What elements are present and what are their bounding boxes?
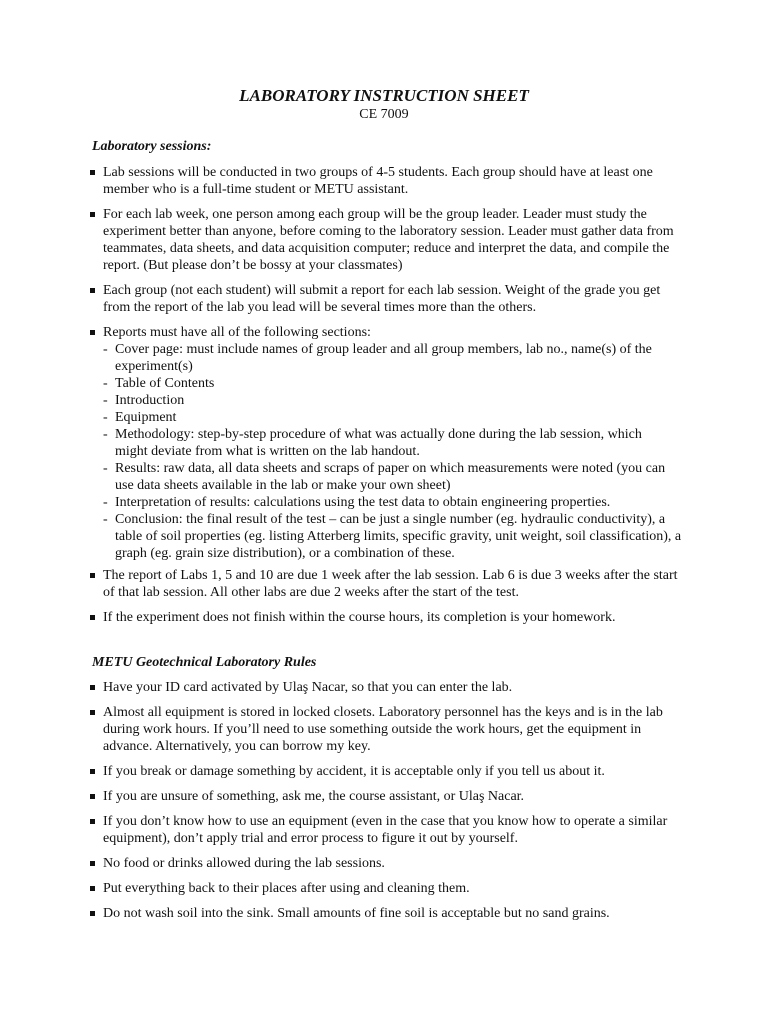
list-item	[90, 609, 703, 626]
bullet-icon	[90, 288, 95, 293]
list-item-text: If you break or damage something by accident, it is acceptable only if you tell us about it.	[103, 764, 605, 779]
list-item	[90, 788, 703, 805]
list-item	[90, 324, 682, 562]
sub-list-item-text: Table of Contents	[115, 376, 215, 391]
page-title: LABORATORY INSTRUCTION SHEET	[239, 86, 529, 105]
list-item-text: Each group (not each student) will submit a report for each lab session. Weight of the grade you get from the report of the lab you lead will be several times more than the others.	[103, 283, 661, 315]
sub-list-item: - Equipment	[103, 410, 177, 425]
list-item	[90, 880, 703, 897]
bullet-icon	[90, 886, 95, 891]
list-item-text: Put everything back to their places after using and cleaning them.	[103, 881, 470, 896]
sub-list-item: - Conclusion: the final result of the test – can be just a single number (eg. hydraulic conductivity), a table of soil properties (eg. listing Atterberg limits, specific gravity, unit weight, soil classification), a graph (eg. grain size distribution), or a combination of these.	[103, 512, 682, 561]
list-item-text: For each lab week, one person among each group will be the group leader. Leader must study the experiment better than anyone, before coming to the laboratory session. Leader must gather data from teammates, data sheets, and data acquisition computer; reduce and interpret the data, and compile the report. (But please don’t be bossy at your classmates)	[103, 207, 674, 273]
list-item-text: Lab sessions will be conducted in two groups of 4-5 students. Each group should have at least one member who is a full-time student or METU assistant.	[103, 165, 653, 197]
sub-list-item: - Methodology: step-by-step procedure of what was actually done during the lab session, which might deviate from what is written on the lab handout.	[103, 427, 642, 459]
list-item-text: If the experiment does not finish within the course hours, its completion is your homework.	[103, 610, 616, 625]
list-item	[90, 704, 693, 755]
bullet-icon	[90, 861, 95, 866]
sub-list-item: - Table of Contents	[103, 376, 215, 391]
sub-list-item-text: Interpretation of results: calculations using the test data to obtain engineering properties.	[115, 495, 611, 510]
bullet-icon	[90, 573, 95, 578]
list-item-text: Have your ID card activated by Ulaş Nacar, so that you can enter the lab.	[103, 680, 513, 695]
sub-list-item-text: Introduction	[115, 393, 185, 408]
list-item-text: No food or drinks allowed during the lab sessions.	[103, 856, 385, 871]
sub-list-item-text: Conclusion: the final result of the test – can be just a single number (eg. hydraulic conductivity), a table of soil properties (eg. listing Atterberg limits, specific gravity, unit weight, soil classification), a graph (eg. grain size distribution), or a combination of these.	[115, 512, 682, 561]
sub-list-item: - Introduction	[103, 393, 185, 408]
sub-list-item-text: Cover page: must include names of group leader and all group members, lab no., name(s) of the experiment(s)	[115, 342, 652, 374]
list-item	[90, 813, 688, 847]
list-item	[90, 905, 703, 922]
sub-list-item: - Cover page: must include names of group leader and all group members, lab no., name(s) of the experiment(s)	[103, 342, 652, 374]
list-item	[90, 567, 683, 601]
rules-heading: METU Geotechnical Laboratory Rules	[92, 655, 317, 670]
list-item	[90, 206, 678, 274]
bullet-icon	[90, 794, 95, 799]
list-item	[90, 164, 678, 198]
bullet-icon	[90, 769, 95, 774]
list-item	[90, 763, 703, 780]
report-sections-list	[103, 341, 682, 562]
sub-list-item-text: Methodology: step-by-step procedure of what was actually done during the lab session, which might deviate from what is written on the lab handout.	[115, 427, 642, 459]
list-item-text: If you are unsure of something, ask me, the course assistant, or Ulaş Nacar.	[103, 789, 525, 804]
sub-list-item: - Interpretation of results: calculations using the test data to obtain engineering properties.	[103, 495, 611, 510]
list-item-text: The report of Labs 1, 5 and 10 are due 1 week after the lab session. Lab 6 is due 3 weeks after the start of that lab session. All other labs are due 2 weeks after the start of the test.	[103, 568, 678, 600]
list-item	[90, 855, 703, 872]
list-item	[90, 679, 703, 696]
sub-list-item-text: Equipment	[115, 410, 177, 425]
bullet-icon	[90, 710, 95, 715]
bullet-icon	[90, 819, 95, 824]
list-item-text: If you don’t know how to use an equipment (even in the case that you know how to operate a similar equipment), don’t apply trial and error process to figure it out by yourself.	[103, 814, 668, 846]
list-item-text: Reports must have all of the following sections:	[103, 325, 371, 340]
bullet-icon	[90, 911, 95, 916]
sub-list-item-text: Results: raw data, all data sheets and scraps of paper on which measurements were noted (you can use data sheets available in the lab or make your own sheet)	[115, 461, 666, 493]
bullet-icon	[90, 330, 95, 335]
bullet-icon	[90, 212, 95, 217]
list-item-text: Almost all equipment is stored in locked closets. Laboratory personnel has the keys and is in the lab during work hours. If you’ll need to use something outside the work hours, get the equipment in advance. Alternatively, you can borrow my key.	[103, 705, 663, 754]
list-item	[90, 282, 688, 316]
bullet-icon	[90, 615, 95, 620]
bullet-icon	[90, 170, 95, 175]
sub-list-item: - Results: raw data, all data sheets and scraps of paper on which measurements were noted (you can use data sheets available in the lab or make your own sheet)	[103, 461, 666, 493]
list-item-text: Do not wash soil into the sink. Small amounts of fine soil is acceptable but no sand grains.	[103, 906, 610, 921]
bullet-icon	[90, 685, 95, 690]
course-code: CE 7009	[359, 107, 409, 122]
sessions-heading: Laboratory sessions:	[92, 139, 212, 154]
